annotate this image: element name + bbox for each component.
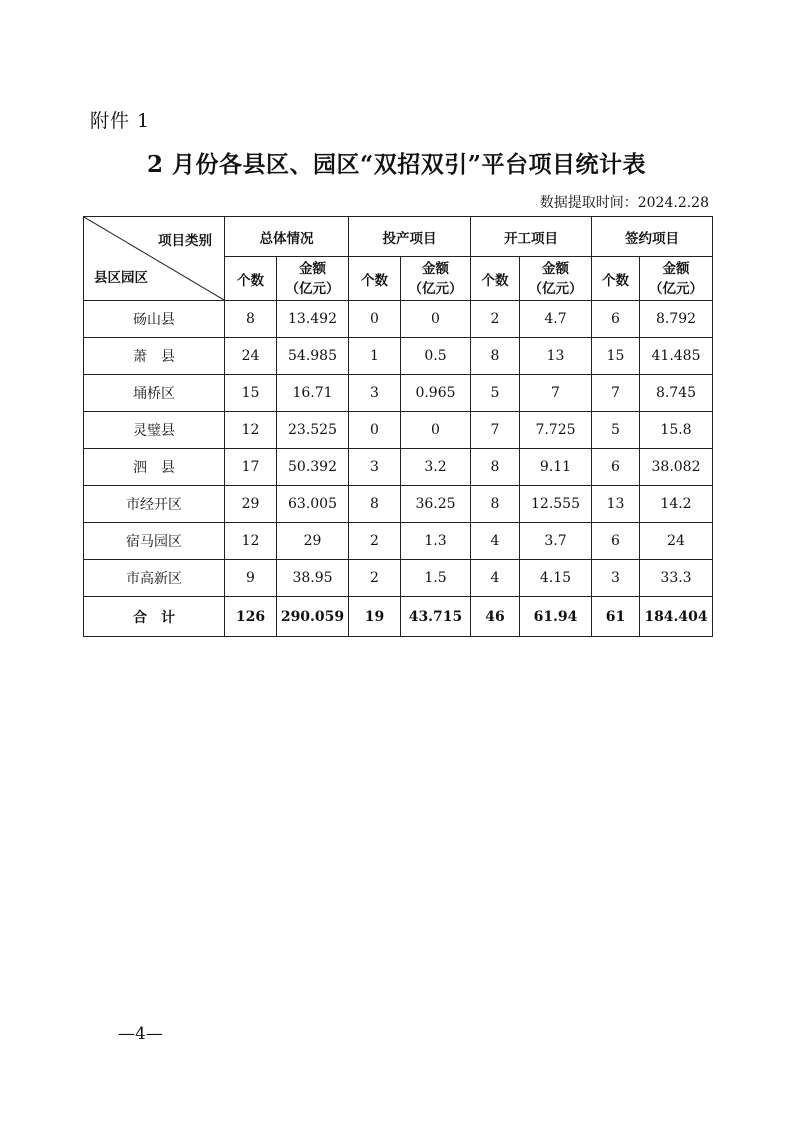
cell-amount: 63.005 (277, 486, 349, 523)
table-row (84, 560, 713, 597)
subheader-amount-label: 金额 (542, 260, 569, 277)
row-district-name: 灵璧县 (84, 412, 225, 449)
cell-count: 2 (349, 523, 401, 560)
cell-amount: 0 (401, 301, 471, 338)
cell-amount: 3.2 (401, 449, 471, 486)
table-row (84, 486, 713, 523)
cell-count: 2 (349, 560, 401, 597)
cell-count: 5 (471, 375, 520, 412)
cell-count: 0 (349, 301, 401, 338)
cell-amount: 14.2 (640, 486, 713, 523)
cell-amount: 50.392 (277, 449, 349, 486)
cell-amount: 36.25 (401, 486, 471, 523)
cell-amount: 290.059 (277, 597, 349, 637)
cell-amount: 0.5 (401, 338, 471, 375)
cell-amount: 16.71 (277, 375, 349, 412)
cell-count: 3 (592, 560, 640, 597)
cell-amount: 8.745 (640, 375, 713, 412)
group-header-production: 投产项目 (349, 217, 471, 257)
subheader-amount-label: 金额 (662, 260, 690, 277)
subheader-amount-label: 金额 (299, 260, 326, 277)
cell-count: 13 (592, 486, 640, 523)
cell-amount: 13 (520, 338, 592, 375)
cell-amount: 38.95 (277, 560, 349, 597)
cell-amount: 0.965 (401, 375, 471, 412)
corner-label-project-category: 项目类别 (158, 233, 212, 249)
cell-amount: 1.5 (401, 560, 471, 597)
cell-count: 1 (349, 338, 401, 375)
subheader-amount-label: 金额 (422, 260, 449, 277)
table-total-row (84, 597, 713, 637)
table-row (84, 449, 713, 486)
subheader-amount-unit: （亿元） (285, 280, 340, 297)
table-row (84, 338, 713, 375)
cell-count: 8 (471, 338, 520, 375)
subheader-amount-unit: （亿元） (528, 280, 583, 297)
subheader-amount-unit: （亿元） (649, 280, 703, 297)
row-district-name: 市经开区 (84, 486, 225, 523)
cell-count: 8 (471, 486, 520, 523)
group-header-signed: 签约项目 (592, 217, 713, 257)
subheader-amount (640, 257, 713, 301)
cell-amount: 61.94 (520, 597, 592, 637)
cell-amount: 33.3 (640, 560, 713, 597)
cell-count: 3 (349, 449, 401, 486)
cell-amount: 24 (640, 523, 713, 560)
row-district-name: 萧 县 (84, 338, 225, 375)
cell-count: 12 (225, 523, 277, 560)
cell-amount: 29 (277, 523, 349, 560)
cell-count: 8 (349, 486, 401, 523)
document-title: 2 月份各县区、园区“双招双引”平台项目统计表 (147, 151, 646, 178)
cell-amount: 13.492 (277, 301, 349, 338)
cell-count: 29 (225, 486, 277, 523)
cell-count: 61 (592, 597, 640, 637)
cell-amount: 43.715 (401, 597, 471, 637)
cell-count: 0 (349, 412, 401, 449)
table-row (84, 412, 713, 449)
group-header-construction: 开工项目 (471, 217, 592, 257)
table-row (84, 375, 713, 412)
cell-amount: 8.792 (640, 301, 713, 338)
subheader-amount (520, 257, 592, 301)
cell-count: 7 (471, 412, 520, 449)
subheader-amount (401, 257, 471, 301)
cell-count: 6 (592, 449, 640, 486)
cell-count: 8 (471, 449, 520, 486)
row-district-name: 合 计 (84, 597, 225, 637)
cell-count: 9 (225, 560, 277, 597)
data-extract-time: 数据提取时间：2024.2.28 (539, 195, 709, 211)
cell-amount: 3.7 (520, 523, 592, 560)
cell-count: 19 (349, 597, 401, 637)
cell-count: 17 (225, 449, 277, 486)
subheader-count: 个数 (471, 257, 520, 301)
cell-amount: 4.7 (520, 301, 592, 338)
cell-amount: 4.15 (520, 560, 592, 597)
cell-count: 7 (592, 375, 640, 412)
attachment-label: 附件 1 (90, 110, 151, 132)
cell-amount: 12.555 (520, 486, 592, 523)
table-corner-header (84, 217, 225, 301)
cell-amount: 38.082 (640, 449, 713, 486)
cell-amount: 1.3 (401, 523, 471, 560)
cell-amount: 7 (520, 375, 592, 412)
row-district-name: 砀山县 (84, 301, 225, 338)
cell-count: 2 (471, 301, 520, 338)
cell-count: 8 (225, 301, 277, 338)
table-row (84, 301, 713, 338)
cell-count: 4 (471, 523, 520, 560)
corner-label-county-park: 县区园区 (94, 270, 148, 286)
cell-amount: 23.525 (277, 412, 349, 449)
cell-amount: 15.8 (640, 412, 713, 449)
row-district-name: 宿马园区 (84, 523, 225, 560)
cell-count: 126 (225, 597, 277, 637)
cell-count: 5 (592, 412, 640, 449)
cell-count: 15 (592, 338, 640, 375)
group-header-overall: 总体情况 (225, 217, 349, 257)
subheader-amount (277, 257, 349, 301)
project-statistics-table (83, 216, 713, 637)
row-district-name: 埇桥区 (84, 375, 225, 412)
cell-count: 4 (471, 560, 520, 597)
cell-count: 12 (225, 412, 277, 449)
subheader-amount-unit: （亿元） (408, 280, 463, 297)
subheader-count: 个数 (225, 257, 277, 301)
row-district-name: 泗 县 (84, 449, 225, 486)
page-number: —4— (118, 1024, 163, 1044)
cell-amount: 9.11 (520, 449, 592, 486)
row-district-name: 市高新区 (84, 560, 225, 597)
cell-amount: 184.404 (640, 597, 713, 637)
cell-count: 15 (225, 375, 277, 412)
cell-count: 6 (592, 523, 640, 560)
cell-amount: 0 (401, 412, 471, 449)
table-row (84, 523, 713, 560)
cell-count: 46 (471, 597, 520, 637)
cell-amount: 54.985 (277, 338, 349, 375)
cell-count: 6 (592, 301, 640, 338)
subheader-count: 个数 (592, 257, 640, 301)
cell-amount: 41.485 (640, 338, 713, 375)
table-header-row-groups (84, 217, 713, 257)
cell-count: 24 (225, 338, 277, 375)
table-body (84, 301, 713, 637)
subheader-count: 个数 (349, 257, 401, 301)
cell-amount: 7.725 (520, 412, 592, 449)
cell-count: 3 (349, 375, 401, 412)
